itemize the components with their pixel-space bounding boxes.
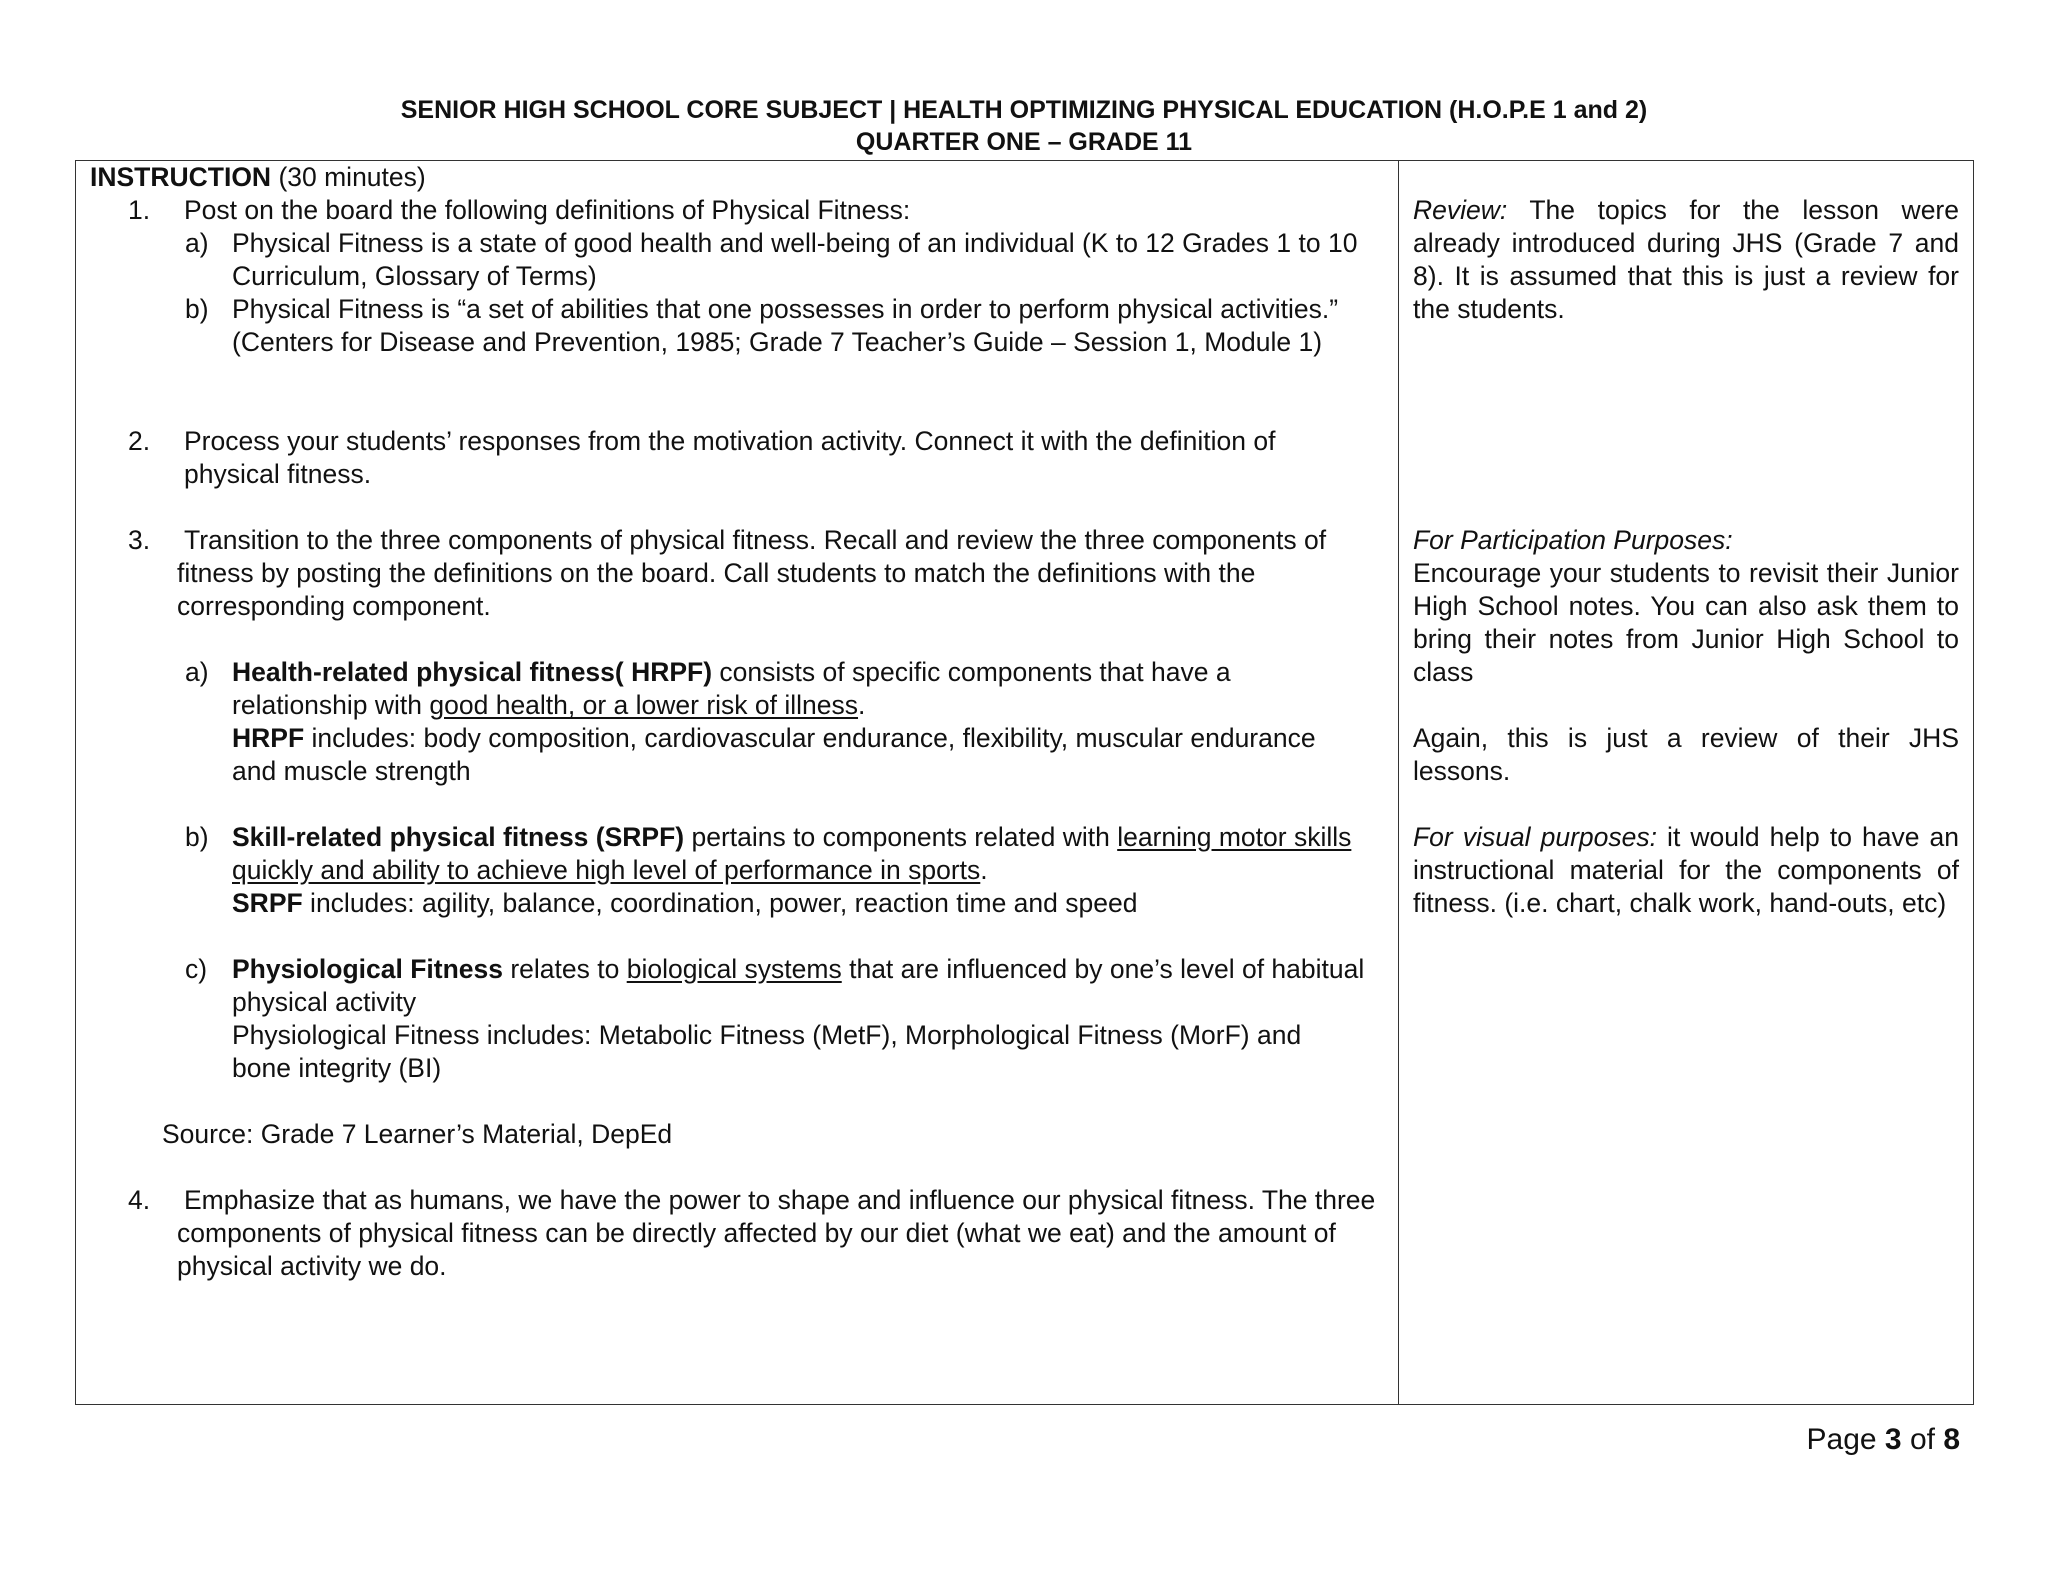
item-number: 4. [128,1185,151,1215]
review-note: Review: The topics for the lesson were already introduced during JHS (Grade 7 and 8). It is assumed that this is just a review for the students. [1413,195,1959,324]
review-reminder: Again, this is just a review of their JHS lessons. [1413,723,1959,786]
hrpf-definition: Health-related physical fitness( HRPF) consists of specific components that have a relationship with good health, or a lower risk of illness. [232,657,1231,720]
hrpf-includes: HRPF includes: body composition, cardiovascular endurance, flexibility, muscular endurance and muscle strength [232,723,1316,786]
document-subheader: QUARTER ONE – GRADE 11 [855,128,1193,156]
page-number: Page 3 of 8 [1806,1423,1960,1456]
item-1-text: Post on the board the following definitions of Physical Fitness: [184,195,911,225]
subitem-label: c) [185,954,208,984]
item-2-text: Process your students’ responses from the motivation activity. Connect it with the definition of physical fitness. [184,426,1276,489]
participation-label: For Participation Purposes: [1413,525,1733,555]
physiological-definition: Physiological Fitness relates to biological systems that are influenced by one’s level of habitual physical activity [232,954,1365,1017]
physiological-includes: Physiological Fitness includes: Metabolic Fitness (MetF), Morphological Fitness (MorF) and bone integrity (BI) [232,1020,1302,1083]
item-1a-text: Physical Fitness is a state of good health and well-being of an individual (K to 12 Grades 1 to 10 Curriculum, Glossary of Terms) [232,228,1358,291]
item-3-text: Transition to the three components of physical fitness. Recall and review the three components of fitness by posting the definitions on the board. Call students to match the definitions with the corresponding component. [177,525,1327,621]
item-number: 2. [128,426,151,456]
srpf-definition: Skill-related physical fitness (SRPF) pertains to components related with learning motor skills quickly and ability to achieve high level of performance in sports. [232,822,1352,885]
subitem-label: a) [185,657,209,687]
column-divider [1398,161,1399,1404]
instruction-heading: INSTRUCTION (30 minutes) [90,162,426,192]
subitem-label: a) [185,228,209,258]
subitem-label: b) [185,822,209,852]
item-1b-text: Physical Fitness is “a set of abilities that one possesses in order to perform physical activities.” (Centers for Disease and Prevention, 1985; Grade 7 Teacher’s Guide – Session 1, Module 1) [232,294,1339,357]
source-citation: Source: Grade 7 Learner’s Material, DepEd [162,1119,673,1149]
item-4-text: Emphasize that as humans, we have the power to shape and influence our physical fitness. The three components of physical fitness can be directly affected by our diet (what we eat) and the amount of physical activity we do. [177,1185,1376,1281]
document-header: SENIOR HIGH SCHOOL CORE SUBJECT | HEALTH OPTIMIZING PHYSICAL EDUCATION (H.O.P.E 1 and 2) [400,96,1648,124]
item-number: 3. [128,525,151,555]
participation-note: Encourage your students to revisit their Junior High School notes. You can also ask them to bring their notes from Junior High School to class [1413,558,1959,687]
subitem-label: b) [185,294,209,324]
lesson-table [75,160,1974,1405]
item-number: 1. [128,195,151,225]
srpf-includes: SRPF includes: agility, balance, coordination, power, reaction time and speed [232,888,1138,918]
visual-note: For visual purposes: it would help to have an instructional material for the components of fitness. (i.e. chart, chalk work, hand-outs, etc) [1413,822,1959,918]
